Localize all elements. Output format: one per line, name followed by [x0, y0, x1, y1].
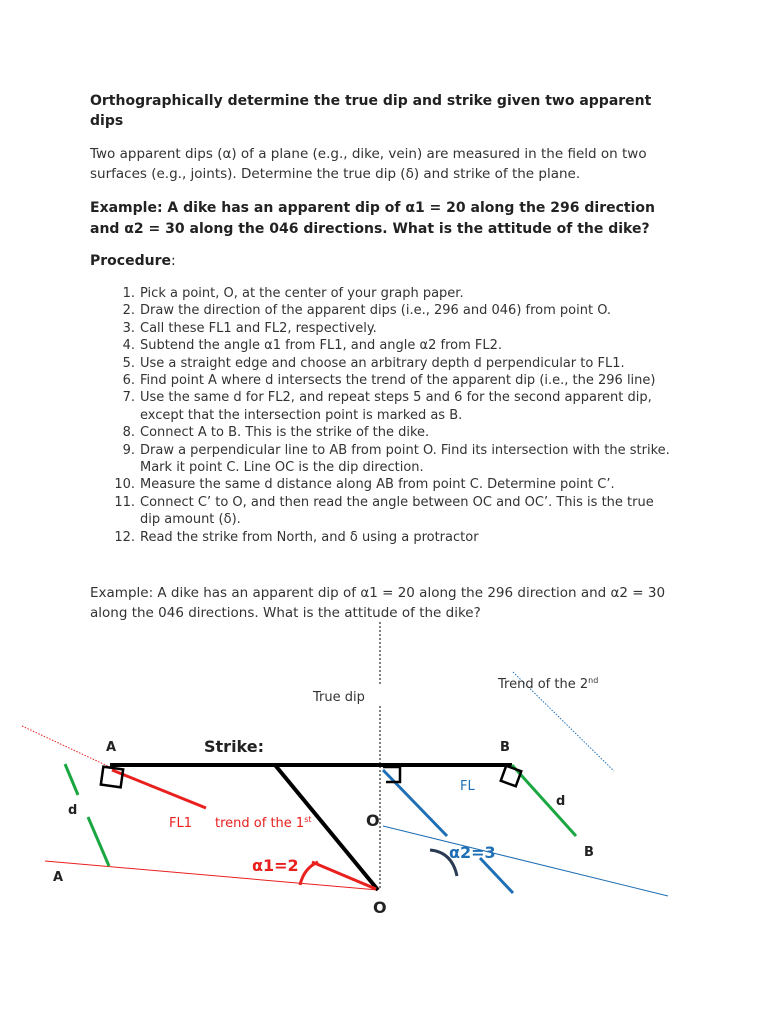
point-a-label: A	[106, 740, 117, 755]
right-angle-marker-b	[501, 766, 522, 787]
point-b-lower-label: B	[584, 845, 594, 860]
procedure-heading-text: Procedure	[90, 253, 171, 269]
step-text: Connect C’ to O, and then read the angle between OC and OC’. This is the true dip amount (δ).	[140, 494, 654, 528]
point-a-lower-label: A	[53, 870, 64, 885]
point-o-label: O	[373, 898, 387, 917]
trend-1st-text: trend of the 1	[215, 816, 305, 831]
step-text: Pick a point, O, at the center of your graph paper.	[140, 286, 464, 301]
step-number: 10.	[114, 477, 135, 493]
step-number: 6.	[122, 373, 135, 389]
step-number: 12.	[114, 529, 135, 545]
alpha2-angle-line	[383, 826, 668, 896]
example-problem-repeat: Example: A dike has an apparent dip of α1 = 20 along the 296 direction and α2 = 30 along the 046 directions. What is the attitude of the dike?	[90, 585, 666, 621]
step-number: 2.	[122, 303, 135, 319]
fl2-label: FL	[460, 779, 475, 794]
d-segment-left-lower	[88, 817, 109, 866]
step-number: 1.	[122, 286, 135, 301]
step-text: Read the strike from North, and δ using a protractor	[140, 529, 479, 545]
true-dip-label: True dip	[313, 690, 365, 705]
step-text: Use a straight edge and choose an arbitrary depth d perpendicular to FL1.	[140, 355, 625, 371]
example-problem-bold: Example: A dike has an apparent dip of α1 = 20 along the 296 direction and α2 = 30 along the 046 directions. What is the attitude of the dike?	[90, 200, 655, 237]
step-number: 3.	[122, 320, 135, 336]
fl1-label: FL1	[169, 816, 192, 831]
step-number: 9.	[122, 442, 135, 458]
intro-paragraph: Two apparent dips (α) of a plane (e.g., dike, vein) are measured in the field on two surfaces (e.g., joints). Determine the true dip (δ) and strike of the plane.	[90, 146, 647, 182]
fl2-line-lower	[480, 858, 513, 893]
fl1-dotted-extension	[22, 726, 112, 768]
step-text: Subtend the angle α1 from FL1, and angle α2 from FL2.	[140, 338, 503, 354]
alpha1-angle-line	[45, 861, 378, 890]
point-o-mid-label: O	[366, 811, 380, 830]
point-b-label: B	[500, 740, 510, 755]
step-text: Draw a perpendicular line to AB from point O. Find its intersection with the strike. Mark it point C. Line OC is the dip direction.	[140, 442, 670, 476]
trend-2nd-superscript: nd	[588, 676, 599, 685]
strike-label: Strike:	[204, 737, 265, 756]
step-number: 5.	[122, 355, 135, 371]
d-label-right: d	[556, 794, 566, 809]
step-text: Draw the direction of the apparent dips (i.e., 296 and 046) from point O.	[140, 303, 612, 319]
step-number: 11.	[114, 494, 135, 510]
trend-2nd-text: Trend of the 2	[498, 677, 589, 692]
trend-2nd-label	[497, 676, 598, 692]
trend-1st-superscript: st	[304, 815, 312, 824]
d-label-left: d	[68, 803, 78, 818]
step-text: Connect A to B. This is the strike of the dike.	[140, 425, 430, 441]
trend-1st-label	[215, 815, 312, 831]
alpha1-arc	[300, 862, 318, 885]
step-number: 7.	[122, 390, 135, 406]
fl1-line-upper	[112, 770, 206, 808]
page-title: Orthographically determine the true dip and strike given two apparent dips	[90, 93, 652, 129]
d-segment-left-upper	[65, 764, 78, 795]
step-number: 4.	[122, 338, 135, 354]
step-text: Call these FL1 and FL2, respectively.	[140, 320, 377, 336]
step-number: 8.	[122, 425, 135, 441]
alpha1-label: α1=2	[252, 856, 299, 875]
step-text: Use the same d for FL2, and repeat steps 5 and 6 for the second apparent dip, except that the intersection point is marked as B.	[140, 390, 652, 423]
alpha2-label: α2=3	[449, 843, 496, 862]
procedure-heading-colon: :	[170, 253, 176, 269]
d-segment-right	[512, 765, 576, 836]
fl2-line-upper	[383, 770, 447, 836]
step-text: Find point A where d intersects the trend of the apparent dip (i.e., the 296 line)	[140, 373, 656, 389]
right-angle-marker-a	[101, 767, 123, 788]
step-text: Measure the same d distance along AB from point C. Determine point C’.	[140, 477, 615, 493]
